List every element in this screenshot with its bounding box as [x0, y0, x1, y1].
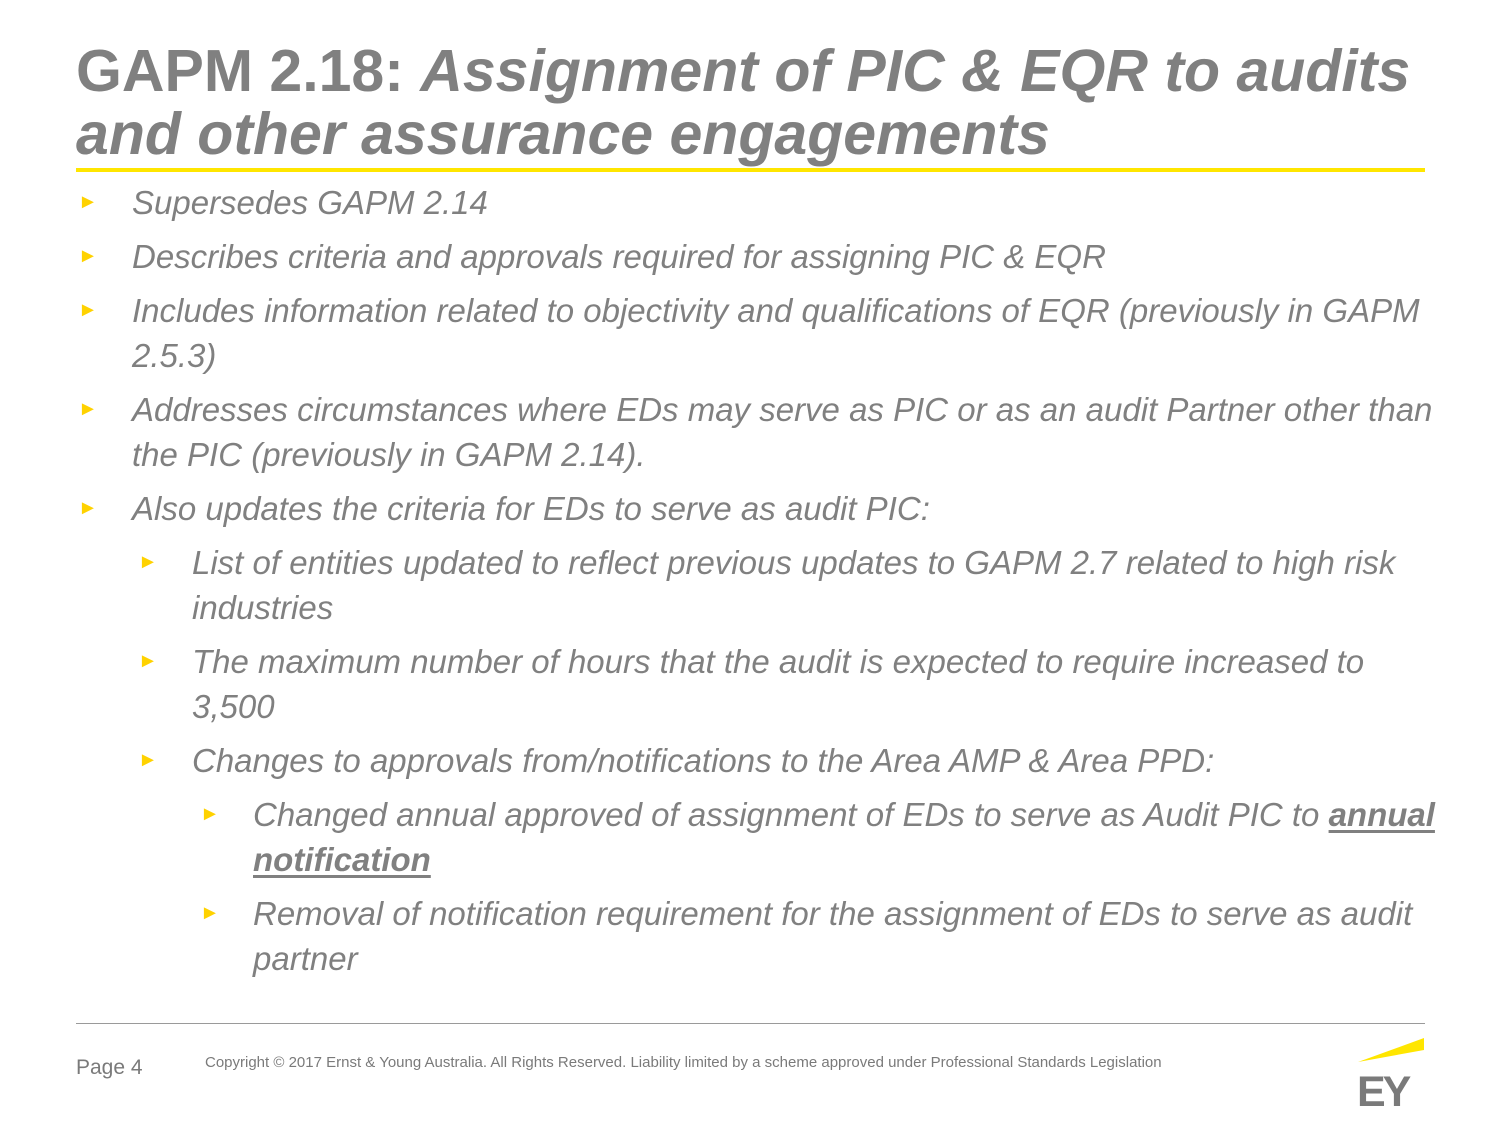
bullet-text: Changed annual approved of assignment of EDs to serve as Audit PIC to [253, 796, 1329, 833]
sub-sub-bullet-item [76, 792, 1436, 882]
ey-logo-text: EY [1357, 1068, 1409, 1108]
bullet-item [76, 180, 1436, 225]
emphasized-text: annual notification [253, 796, 1435, 878]
bullet-text: Describes criteria and approvals required for assigning PIC & EQR [132, 238, 1106, 275]
footer-divider [76, 1023, 1425, 1024]
bullet-arrow-icon: ► [78, 497, 98, 519]
bullet-list [76, 180, 1436, 990]
bullet-text: Supersedes GAPM 2.14 [132, 184, 488, 221]
bullet-arrow-icon: ► [200, 902, 220, 924]
bullet-item [76, 288, 1436, 378]
bullet-text: Changes to approvals from/notifications to the Area AMP & Area PPD: [192, 742, 1215, 779]
bullet-text: List of entities updated to reflect previous updates to GAPM 2.7 related to high risk industries [192, 544, 1396, 626]
ey-logo-beam [1358, 1038, 1424, 1062]
copyright-notice: Copyright © 2017 Ernst & Young Australia. All Rights Reserved. Liability limited by a scheme approved under Professional Standards Legislation [205, 1054, 1162, 1071]
bullet-arrow-icon: ► [78, 398, 98, 420]
page-number: Page 4 [76, 1056, 143, 1079]
sub-bullet-item [76, 738, 1436, 783]
bullet-arrow-icon: ► [78, 245, 98, 267]
title-underline-divider [76, 168, 1425, 172]
bullet-text: Removal of notification requirement for the assignment of EDs to serve as audit partner [253, 895, 1413, 977]
slide-title-prefix: GAPM 2.18: [76, 38, 421, 104]
sub-bullet-item [76, 639, 1436, 729]
bullet-text: The maximum number of hours that the audit is expected to require increased to 3,500 [192, 643, 1365, 725]
bullet-text: Includes information related to objectivity and qualifications of EQR (previously in GAPM 2.5.3) [132, 292, 1420, 374]
bullet-arrow-icon: ► [138, 749, 158, 771]
slide-title-italic: Assignment of PIC & EQR to audits and other assurance engagements [76, 38, 1411, 167]
bullet-item [76, 234, 1436, 279]
sub-bullet-item [76, 540, 1436, 630]
bullet-arrow-icon: ► [138, 650, 158, 672]
bullet-arrow-icon: ► [200, 803, 220, 825]
bullet-text: Addresses circumstances where EDs may serve as PIC or as an audit Partner other than the PIC (previously in GAPM 2.14). [132, 391, 1433, 473]
bullet-arrow-icon: ► [78, 191, 98, 213]
bullet-text: Also updates the criteria for EDs to serve as audit PIC: [132, 490, 930, 527]
slide-title [76, 40, 1426, 166]
bullet-arrow-icon: ► [138, 551, 158, 573]
sub-sub-bullet-item [76, 891, 1436, 981]
ey-logo-icon [1356, 1036, 1426, 1108]
bullet-item [76, 387, 1436, 477]
bullet-item [76, 486, 1436, 531]
bullet-arrow-icon: ► [78, 299, 98, 321]
